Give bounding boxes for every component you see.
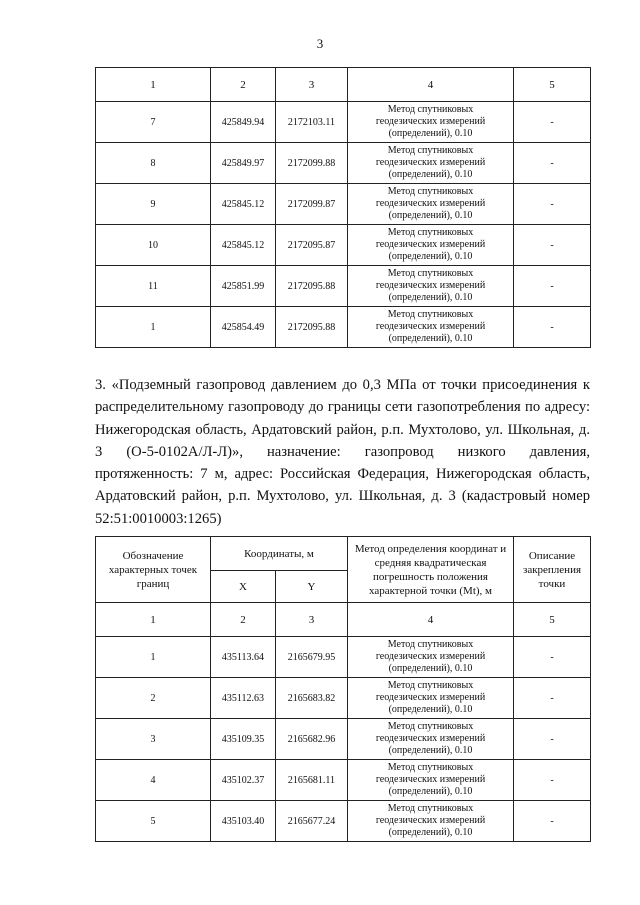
y-header: Y (276, 571, 348, 603)
x-coordinate: 435112.63 (211, 678, 276, 719)
coordinates-table (95, 536, 591, 842)
x-coordinate: 435102.37 (211, 760, 276, 801)
point-number: 11 (96, 266, 211, 307)
method-cell: Метод спутниковых геодезических измерений (определений), 0.10 (348, 637, 514, 678)
fixation-description: - (514, 801, 591, 842)
fixation-description: - (514, 307, 591, 348)
point-number: 1 (96, 637, 211, 678)
fixation-description: - (514, 760, 591, 801)
x-coordinate: 435103.40 (211, 801, 276, 842)
y-coordinate: 2172103.11 (276, 102, 348, 143)
column-number: 1 (96, 68, 211, 102)
column-number: 4 (348, 603, 514, 637)
y-coordinate: 2165682.96 (276, 719, 348, 760)
column-number-row (96, 603, 591, 637)
column-number: 1 (96, 603, 211, 637)
table-row (96, 637, 591, 678)
method-header: Метод определения координат и средняя квадратическая погрешность положения характерной точки (Mt), м (348, 537, 514, 603)
fixation-description: - (514, 637, 591, 678)
column-number: 2 (211, 68, 276, 102)
x-coordinate: 425851.99 (211, 266, 276, 307)
x-coordinate: 435113.64 (211, 637, 276, 678)
object-description-paragraph: 3. «Подземный газопровод давлением до 0,3 МПа от точки присоединения к распределительному газопроводу до границы сети газопотребления по адресу: Нижегородская область, Ардатовский район, р.п. Мухтолово, ул. Школьная, д. 3 (О-5-0102А/Л-Л)», назначение: газопровод низкого давления, протяженность: 7 м, адрес: Российская Федерация, Нижегородская область, Ардатовский район, р.п. Мухтолово, ул. Школьная, д. 3 (кадастровый номер 52:51:0010003:1265) (95, 377, 590, 527)
page-number: 3 (316, 36, 324, 51)
point-number: 3 (96, 719, 211, 760)
column-number: 2 (211, 603, 276, 637)
point-number: 1 (96, 307, 211, 348)
method-cell: Метод спутниковых геодезических измерений (определений), 0.10 (348, 143, 514, 184)
fixation-description-header: Описание закрепления точки (514, 537, 591, 603)
x-coordinate: 425845.12 (211, 184, 276, 225)
column-number: 5 (514, 68, 591, 102)
x-coordinate: 425854.49 (211, 307, 276, 348)
y-coordinate: 2172099.87 (276, 184, 348, 225)
x-header: X (211, 571, 276, 603)
column-number: 5 (514, 603, 591, 637)
point-number: 5 (96, 801, 211, 842)
column-number-row (96, 68, 591, 102)
method-cell: Метод спутниковых геодезических измерений (определений), 0.10 (348, 678, 514, 719)
method-cell: Метод спутниковых геодезических измерений (определений), 0.10 (348, 307, 514, 348)
table-header-row (96, 537, 591, 571)
y-coordinate: 2172095.87 (276, 225, 348, 266)
point-number: 4 (96, 760, 211, 801)
method-cell: Метод спутниковых геодезических измерений (определений), 0.10 (348, 225, 514, 266)
point-number: 2 (96, 678, 211, 719)
column-number: 4 (348, 68, 514, 102)
fixation-description: - (514, 225, 591, 266)
fixation-description: - (514, 266, 591, 307)
point-number: 7 (96, 102, 211, 143)
table-row (96, 719, 591, 760)
column-number: 3 (276, 68, 348, 102)
table-row (96, 307, 591, 348)
y-coordinate: 2165683.82 (276, 678, 348, 719)
method-cell: Метод спутниковых геодезических измерений (определений), 0.10 (348, 760, 514, 801)
x-coordinate: 435109.35 (211, 719, 276, 760)
fixation-description: - (514, 719, 591, 760)
fixation-description: - (514, 143, 591, 184)
table-row (96, 143, 591, 184)
y-coordinate: 2172099.88 (276, 143, 348, 184)
table-row (96, 102, 591, 143)
point-number: 9 (96, 184, 211, 225)
table-row (96, 184, 591, 225)
table-row (96, 801, 591, 842)
fixation-description: - (514, 678, 591, 719)
y-coordinate: 2172095.88 (276, 307, 348, 348)
coordinates-table-continuation (95, 67, 591, 348)
method-cell: Метод спутниковых геодезических измерений (определений), 0.10 (348, 184, 514, 225)
method-cell: Метод спутниковых геодезических измерений (определений), 0.10 (348, 801, 514, 842)
method-cell: Метод спутниковых геодезических измерений (определений), 0.10 (348, 719, 514, 760)
method-cell: Метод спутниковых геодезических измерений (определений), 0.10 (348, 102, 514, 143)
x-coordinate: 425849.94 (211, 102, 276, 143)
method-cell: Метод спутниковых геодезических измерений (определений), 0.10 (348, 266, 514, 307)
coordinates-header: Координаты, м (211, 537, 348, 571)
table-row (96, 225, 591, 266)
table-row (96, 760, 591, 801)
point-number: 8 (96, 143, 211, 184)
table-row (96, 266, 591, 307)
y-coordinate: 2165679.95 (276, 637, 348, 678)
y-coordinate: 2165681.11 (276, 760, 348, 801)
fixation-description: - (514, 184, 591, 225)
table-row (96, 678, 591, 719)
point-designation-header: Обозначение характерных точек границ (96, 537, 211, 603)
y-coordinate: 2172095.88 (276, 266, 348, 307)
column-number: 3 (276, 603, 348, 637)
point-number: 10 (96, 225, 211, 266)
x-coordinate: 425849.97 (211, 143, 276, 184)
fixation-description: - (514, 102, 591, 143)
y-coordinate: 2165677.24 (276, 801, 348, 842)
x-coordinate: 425845.12 (211, 225, 276, 266)
